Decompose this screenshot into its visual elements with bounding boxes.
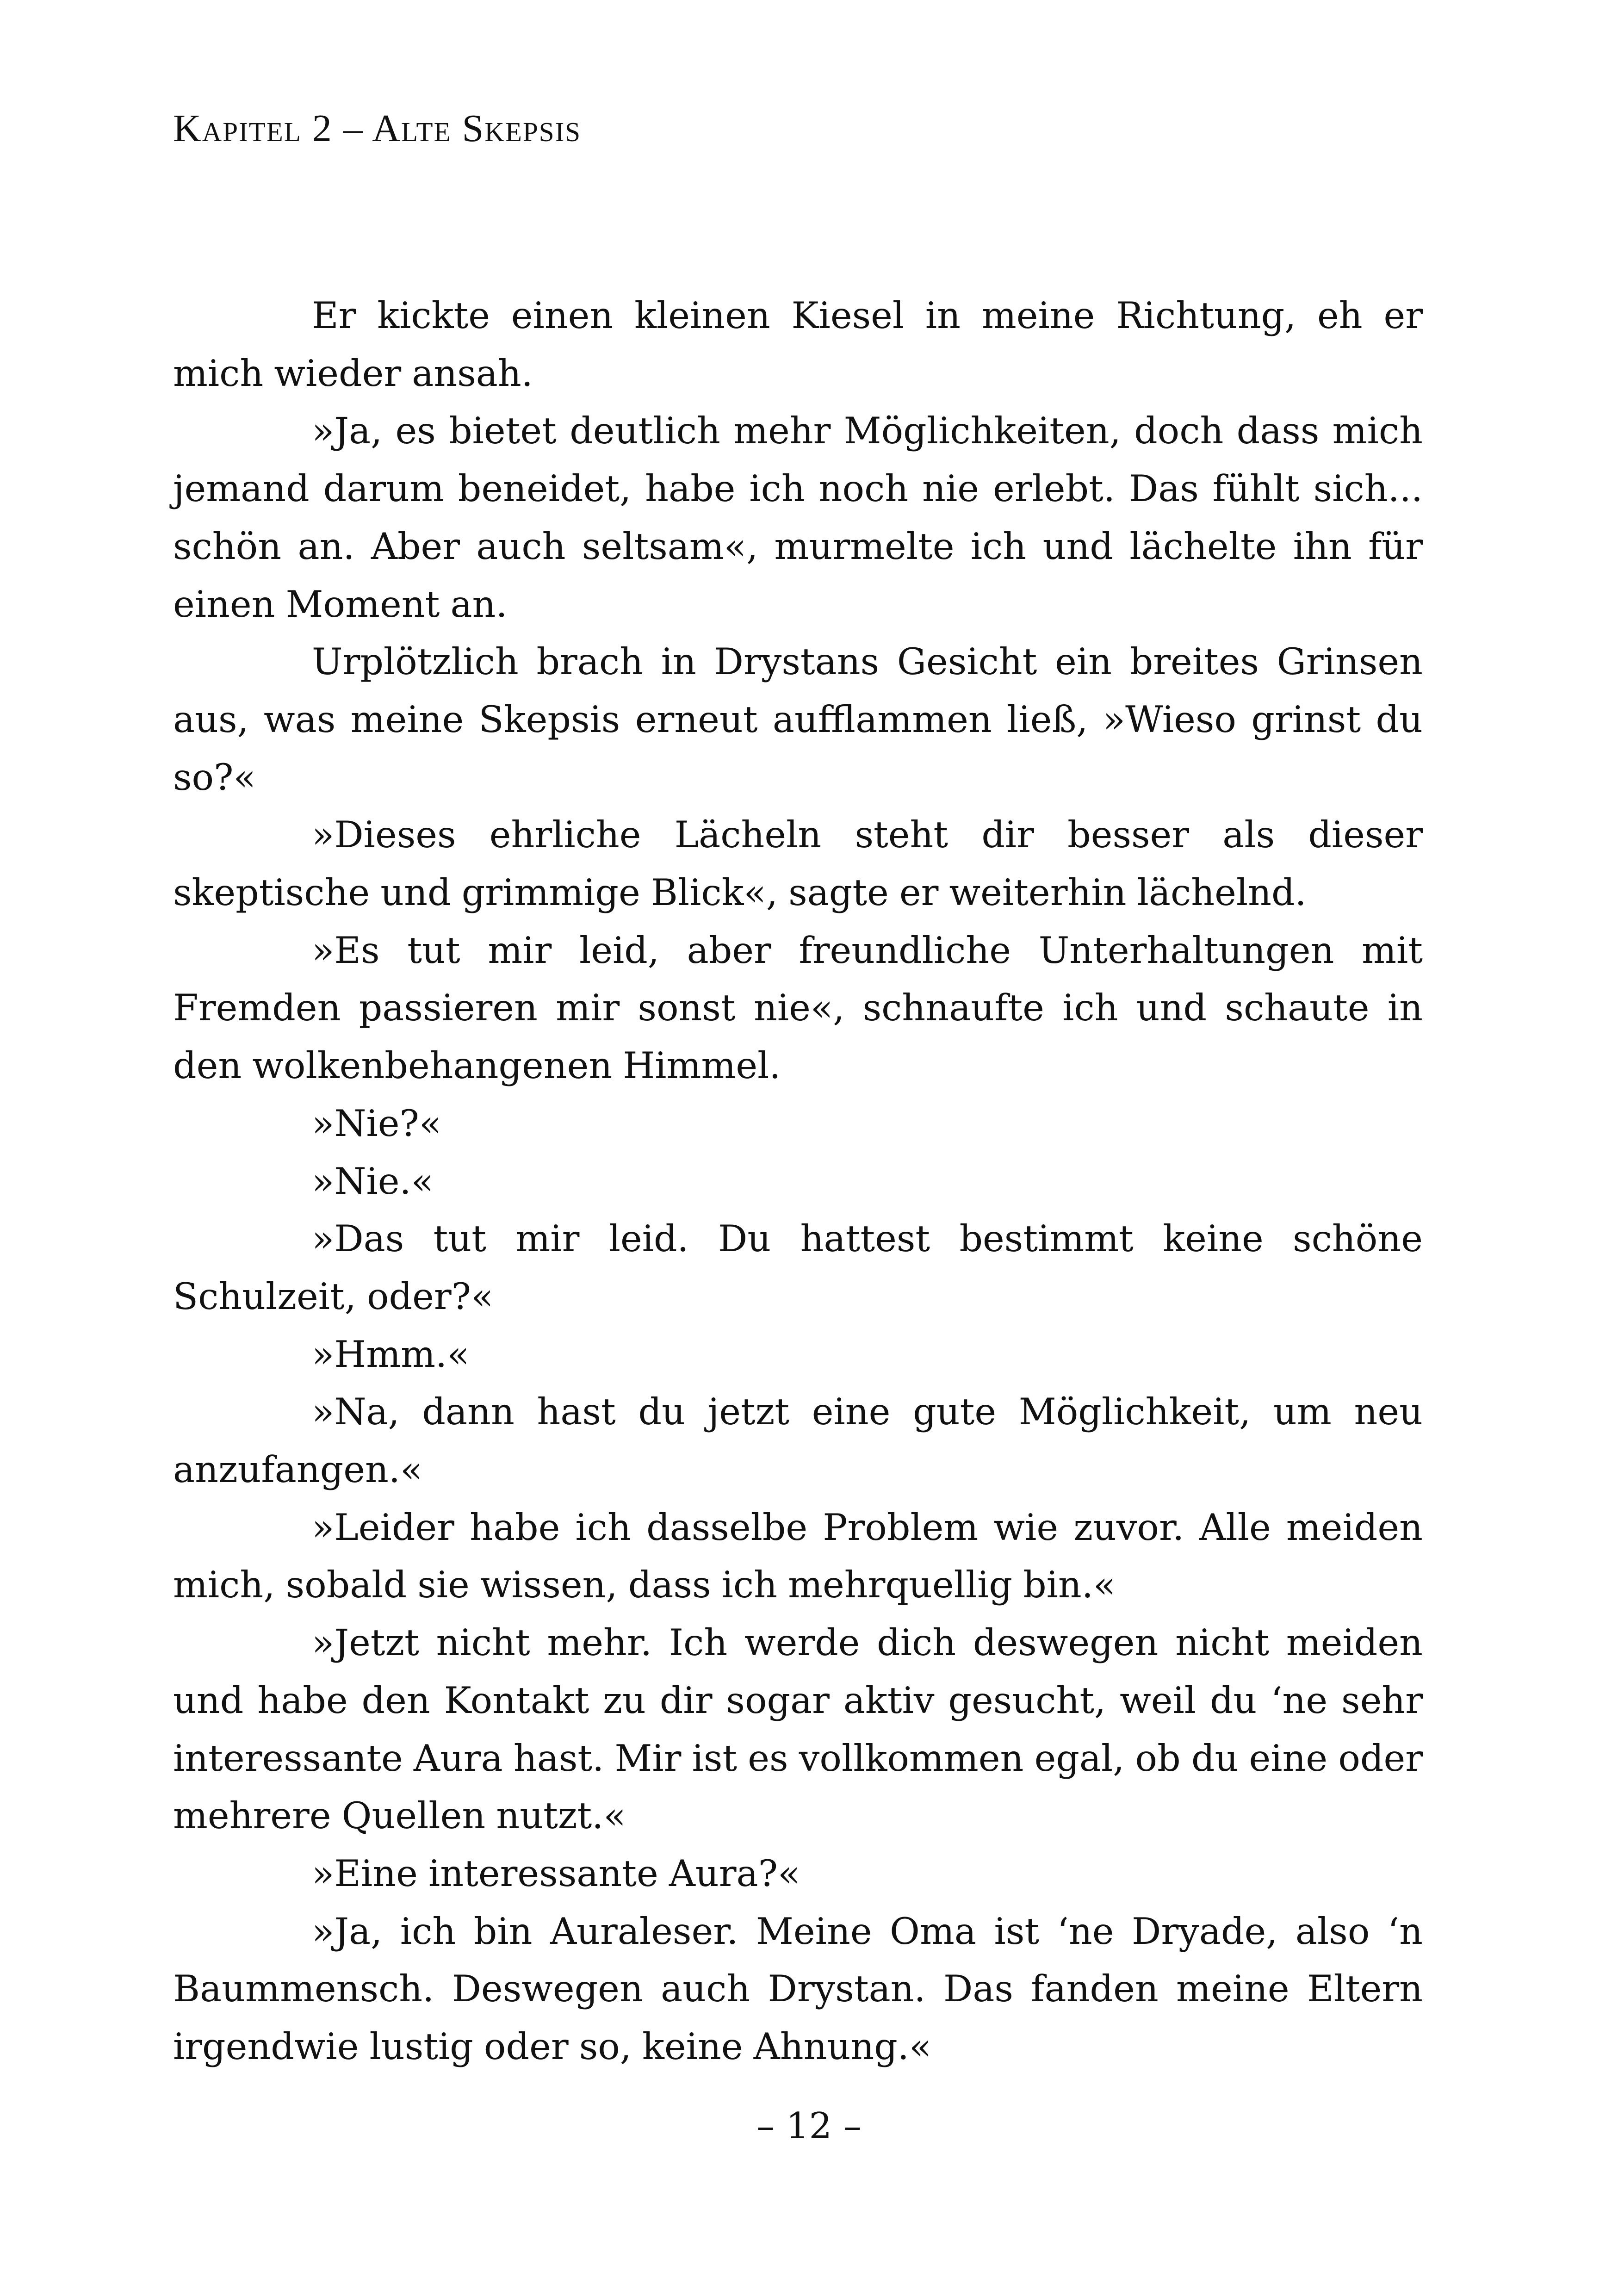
paragraph: »Es tut mir leid, aber freundliche Unterhaltungen mit Fremden passieren mir sonst nie«, schnaufte ich und schaute in den wolkenbehangenen Himmel. — [173, 929, 1423, 1087]
body-text — [173, 287, 1423, 2076]
paragraph: »Leider habe ich dasselbe Problem wie zuvor. Alle meiden mich, sobald sie wissen, dass ich mehrquellig bin.« — [173, 1506, 1423, 1607]
page-number: – 12 – — [756, 2105, 862, 2147]
paragraph: »Jetzt nicht mehr. Ich werde dich deswegen nicht meiden und habe den Kontakt zu dir sogar aktiv gesucht, weil du ‘ne sehr interessante Aura hast. Mir ist es vollkommen egal, ob du eine oder mehrere Quellen nutzt.« — [173, 1621, 1423, 1837]
paragraph: »Ja, ich bin Auraleser. Meine Oma ist ‘ne Dryade, also ‘n Baummensch. Deswegen auch Drystan. Das fanden meine Eltern irgendwie lustig oder so, keine Ahnung.« — [173, 1910, 1423, 2068]
paragraph: »Dieses ehrliche Lächeln steht dir besser als dieser skeptische und grimmige Blick«, sagte er weiterhin lächelnd. — [173, 813, 1423, 914]
running-head: Kapitel 2 – Alte Skepsis — [173, 107, 582, 150]
paragraph: »Ja, es bietet deutlich mehr Möglichkeiten, doch dass mich jemand darum beneidet, habe ich noch nie erlebt. Das fühlt sich... schön an. Aber auch seltsam«, murmelte ich und lächelte ihn für einen Moment an. — [173, 410, 1423, 626]
paragraph: »Nie.« — [312, 1160, 434, 1203]
paragraph: »Eine interessante Aura?« — [312, 1852, 800, 1895]
paragraph: »Das tut mir leid. Du hattest bestimmt keine schöne Schulzeit, oder?« — [173, 1217, 1423, 1318]
paragraph: »Na, dann hast du jetzt eine gute Möglichkeit, um neu anzufangen.« — [173, 1390, 1423, 1491]
paragraph: »Hmm.« — [312, 1333, 470, 1376]
paragraph: »Nie?« — [312, 1102, 442, 1145]
paragraph: Urplötzlich brach in Drystans Gesicht ein breites Grinsen aus, was meine Skepsis erneut aufflammen ließ, »Wieso grinst du so?« — [173, 640, 1423, 799]
paragraph: Er kickte einen kleinen Kiesel in meine Richtung, eh er mich wieder ansah. — [173, 294, 1423, 395]
